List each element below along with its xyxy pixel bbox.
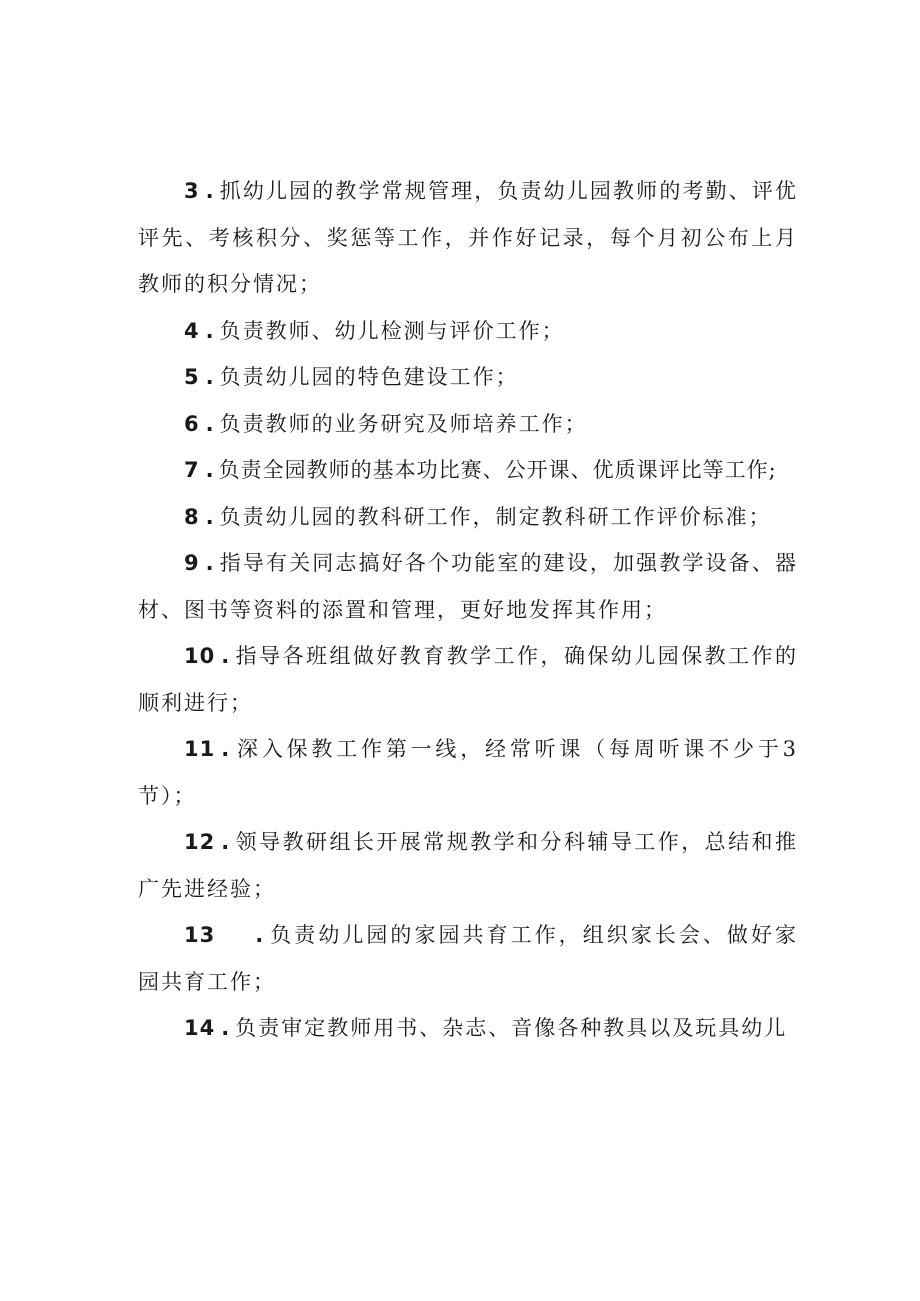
item-number: 3 — [184, 179, 200, 203]
item-separator: . — [255, 923, 266, 947]
item-separator: . — [205, 318, 216, 343]
list-item-4 — [138, 308, 798, 355]
item-separator: . — [221, 737, 232, 761]
item-separator: . — [221, 1016, 232, 1040]
item-separator: . — [221, 830, 232, 854]
item-text: 负责幼儿园的家园共育工作，组织家长会、做好家园共育工作； — [138, 923, 798, 994]
item-text: 负责幼儿园的特色建设工作； — [219, 365, 519, 389]
item-number: 4 — [184, 318, 200, 343]
list-item-10 — [138, 633, 798, 726]
item-separator: . — [205, 411, 216, 436]
item-number: 10 — [184, 644, 216, 668]
list-item-11 — [138, 726, 798, 819]
item-number: 12 — [184, 830, 216, 854]
list-item-7 — [138, 447, 798, 494]
list-item-13 — [138, 912, 798, 1005]
item-number: 5 — [184, 365, 200, 389]
item-text: 负责幼儿园的教科研工作，制定教科研工作评价标准； — [219, 504, 772, 529]
list-item-3 — [138, 168, 798, 308]
item-separator: . — [205, 504, 216, 529]
item-number: 7 — [184, 458, 200, 482]
item-text: 抓幼儿园的教学常规管理，负责幼儿园教师的考勤、评优评先、考核积分、奖惩等工作，并作好记录，每个月初公布上月教师的积分情况； — [138, 179, 798, 296]
duty-list — [138, 168, 798, 1052]
item-separator: . — [221, 644, 232, 668]
item-number: 14 — [184, 1016, 216, 1040]
item-separator: . — [205, 458, 215, 482]
item-separator: . — [205, 365, 216, 389]
item-text: 指导各班组做好教育教学工作，确保幼儿园保教工作的顺利进行； — [138, 644, 798, 715]
list-item-8 — [138, 494, 798, 541]
list-item-6 — [138, 401, 798, 448]
list-item-12 — [138, 819, 798, 912]
list-item-5 — [138, 354, 798, 401]
list-item-9 — [138, 540, 798, 633]
item-text: 负责审定教师用书、杂志、音像各种教具以及玩具幼儿 — [235, 1016, 788, 1040]
item-separator: . — [205, 179, 216, 203]
item-text: 负责全园教师的基本功比赛、公开课、优质课评比等工作; — [218, 458, 777, 482]
item-text: 负责教师的业务研究及师培养工作； — [219, 411, 588, 436]
item-number: 8 — [184, 504, 200, 529]
item-number: 9 — [184, 551, 200, 575]
item-text: 负责教师、幼儿检测与评价工作； — [219, 318, 565, 343]
item-text: 指导有关同志搞好各个功能室的建设，加强教学设备、器材、图书等资料的添置和管理，更好地发挥其作用； — [138, 551, 798, 622]
item-number: 13 — [184, 923, 216, 947]
item-number: 11 — [184, 737, 216, 761]
item-number: 6 — [184, 411, 200, 436]
item-text: 深入保教工作第一线，经常听课（每周听课不少于3节）； — [138, 737, 798, 808]
item-separator: . — [205, 551, 216, 575]
list-item-14 — [138, 1005, 798, 1052]
item-text: 领导教研组长开展常规教学和分科辅导工作，总结和推广先进经验； — [138, 830, 798, 901]
